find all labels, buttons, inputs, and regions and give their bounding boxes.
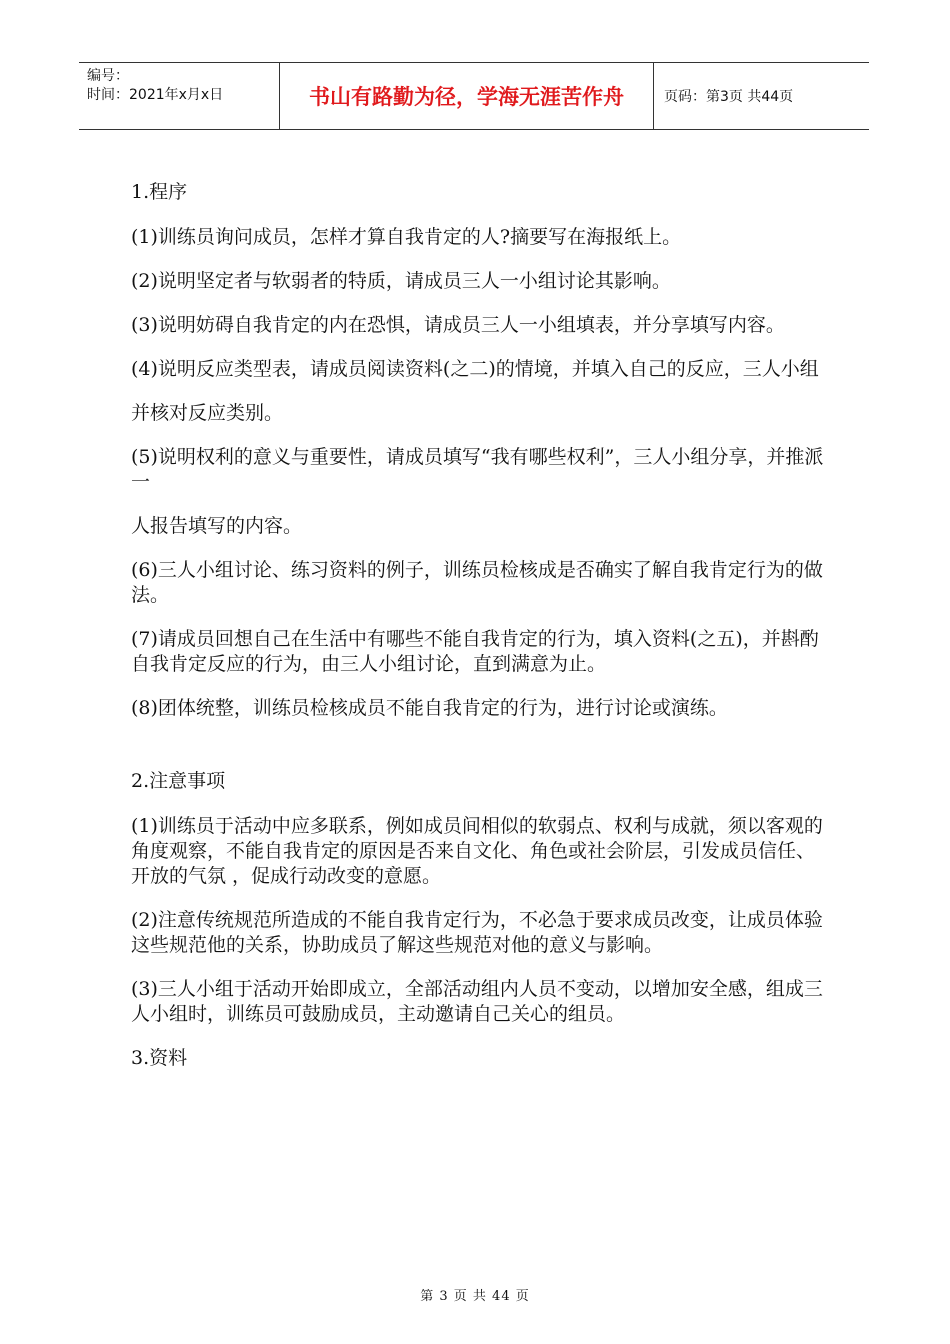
- header-meta: [79, 63, 280, 129]
- paragraph: (3)三人小组于活动开始即成立，全部活动组内人员不变动，以增加安全感，组成三人小组时，训练员可鼓励成员，主动邀请自己关心的组员。: [131, 978, 823, 1025]
- paragraph: (1)训练员于活动中应多联系，例如成员间相似的软弱点、权利与成就，须以客观的角度观察，不能自我肯定的原因是否来自文化、角色或社会阶层，引发成员信任、开放的气氛 ，促成行动改变的意愿。: [131, 815, 823, 887]
- section-procedure: [131, 180, 831, 721]
- section-materials: [131, 1046, 831, 1071]
- paragraph: (2)注意传统规范所造成的不能自我肯定行为，不必急于要求成员改变，让成员体验这些规范他的关系，协助成员了解这些规范对他的意义与影响。: [131, 909, 823, 956]
- paragraph: (7)请成员回想自己在生活中有哪些不能自我肯定的行为，填入资料(之五)，并斟酌自我肯定反应的行为，由三人小组讨论，直到满意为止。: [131, 628, 819, 675]
- paragraph: (2)说明坚定者与软弱者的特质，请成员三人一小组讨论其影响。: [131, 270, 671, 292]
- paragraph: (8)团体统整，训练员检核成员不能自我肯定的行为，进行讨论或演练。: [131, 697, 728, 719]
- document-number-label: 编号：: [87, 68, 129, 84]
- page-footer: 第 3 页 共 44 页: [420, 1289, 530, 1304]
- paragraph: (6)三人小组讨论、练习资料的例子，训练员检核成是否确实了解自我肯定行为的做法。: [131, 559, 823, 606]
- paragraph: (1)训练员询问成员，怎样才算自我肯定的人?摘要写在海报纸上。: [131, 226, 682, 248]
- section-notes: [131, 769, 831, 1027]
- page-header: [79, 62, 869, 130]
- document-time-label: 时间：2021年x月x日: [87, 87, 224, 103]
- document-body: [131, 180, 831, 1091]
- section-heading: 3.资料: [131, 1047, 188, 1069]
- paragraph: (3)说明妨碍自我肯定的内在恐惧，请成员三人一小组填表，并分享填写内容。: [131, 314, 785, 336]
- paragraph: (5)说明权利的意义与重要性，请成员填写“我有哪些权利”，三人小组分享，并推派一: [131, 446, 824, 493]
- header-motto: 书山有路勤为径，学海无涯苦作舟: [280, 63, 654, 129]
- section-heading: 2.注意事项: [131, 770, 226, 792]
- paragraph: (4)说明反应类型表，请成员阅读资料(之二)的情境，并填入自己的反应，三人小组: [131, 358, 819, 380]
- section-heading: 1.程序: [131, 181, 188, 203]
- header-page-info: 页码：第3页 共44页: [664, 89, 794, 105]
- paragraph: 人报告填写的内容。: [131, 515, 303, 537]
- paragraph: 并核对反应类别。: [131, 402, 284, 424]
